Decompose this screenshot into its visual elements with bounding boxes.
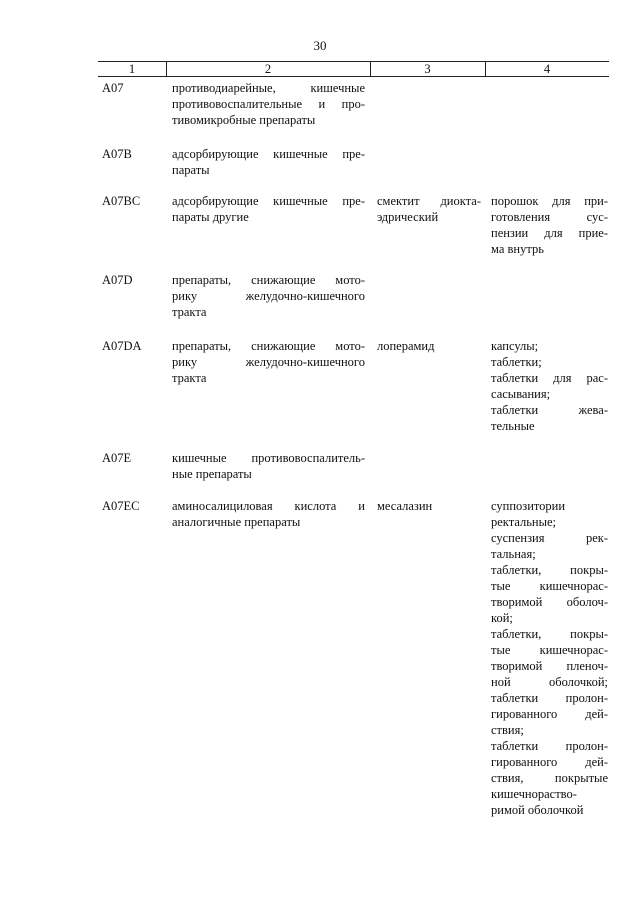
dosage-form-line: римой оболочкой bbox=[491, 803, 584, 817]
anatomical-group-name-line: ные препараты bbox=[172, 467, 252, 481]
anatomical-group-name bbox=[172, 193, 365, 225]
dosage-form-line: сасывания; bbox=[491, 387, 551, 401]
dosage-form-line: таблетки пролон- bbox=[491, 739, 608, 753]
anatomical-group-name-line: рику желудочно-кишечного bbox=[172, 355, 365, 369]
dosage-form-line: таблетки, покры- bbox=[491, 627, 608, 641]
dosage-form-line: порошок для при- bbox=[491, 194, 608, 208]
atc-code: A07BC bbox=[102, 194, 141, 208]
anatomical-group-name bbox=[172, 146, 365, 178]
anatomical-group-name-line: аминосалициловая кислота и bbox=[172, 499, 365, 513]
atc-code: A07 bbox=[102, 81, 124, 95]
anatomical-group-name-line: противовоспалительные и про- bbox=[172, 97, 365, 111]
drug-name-line: месалазин bbox=[377, 499, 433, 513]
dosage-form-line: ствия, покрытые bbox=[491, 771, 608, 785]
dosage-form-line: суспензия рек- bbox=[491, 531, 608, 545]
page-number: 30 bbox=[313, 38, 327, 53]
drug-name-line: смектит диокта- bbox=[377, 194, 481, 208]
anatomical-group-name-line: кишечные противовоспалитель- bbox=[172, 451, 365, 465]
dosage-form-line: кишечнораство- bbox=[491, 787, 577, 801]
dosage-form-line: пензии для прие- bbox=[491, 226, 608, 240]
anatomical-group-name bbox=[172, 272, 365, 320]
dosage-form bbox=[491, 193, 608, 257]
column-header-1: 1 bbox=[128, 62, 136, 76]
anatomical-group-name bbox=[172, 338, 365, 386]
dosage-form-line: гированного дей- bbox=[491, 707, 608, 721]
dosage-form-line: тальная; bbox=[491, 547, 536, 561]
anatomical-group-name bbox=[172, 498, 365, 530]
dosage-form bbox=[491, 338, 608, 434]
anatomical-group-name bbox=[172, 80, 365, 128]
anatomical-group-name-line: адсорбирующие кишечные пре- bbox=[172, 147, 365, 161]
anatomical-group-name-line: адсорбирующие кишечные пре- bbox=[172, 194, 365, 208]
atc-code: A07E bbox=[102, 451, 132, 465]
dosage-form-line: кой; bbox=[491, 611, 513, 625]
dosage-form-line: ректальные; bbox=[491, 515, 557, 529]
dosage-form-line: гированного дей- bbox=[491, 755, 608, 769]
drug-name bbox=[377, 193, 481, 225]
column-header-2: 2 bbox=[264, 62, 272, 76]
dosage-form-line: таблетки жева- bbox=[491, 403, 608, 417]
anatomical-group-name-line: аналогичные препараты bbox=[172, 515, 301, 529]
anatomical-group-name-line: противодиарейные, кишечные bbox=[172, 81, 365, 95]
column-header-4: 4 bbox=[543, 62, 551, 76]
dosage-form-line: таблетки для рас- bbox=[491, 371, 608, 385]
column-header-3: 3 bbox=[424, 62, 431, 76]
dosage-form-line: капсулы; bbox=[491, 339, 539, 353]
anatomical-group-name-line: препараты, снижающие мото- bbox=[172, 339, 365, 353]
dosage-form-line: тельные bbox=[491, 419, 535, 433]
anatomical-group-name-line: параты bbox=[172, 163, 210, 177]
dosage-form-line: творимой оболоч- bbox=[491, 595, 608, 609]
dosage-form-line: готовления сус- bbox=[491, 210, 608, 224]
table-header-bottom-rule bbox=[98, 76, 609, 77]
dosage-form-line: таблетки пролон- bbox=[491, 691, 608, 705]
anatomical-group-name-line: параты другие bbox=[172, 210, 249, 224]
dosage-form-line: тые кишечнорас- bbox=[491, 643, 608, 657]
anatomical-group-name-line: тракта bbox=[172, 305, 207, 319]
dosage-form-line: ма внутрь bbox=[491, 242, 544, 256]
dosage-form-line: таблетки, покры- bbox=[491, 563, 608, 577]
anatomical-group-name-line: тракта bbox=[172, 371, 207, 385]
anatomical-group-name bbox=[172, 450, 365, 482]
anatomical-group-name-line: рику желудочно-кишечного bbox=[172, 289, 365, 303]
drug-name-line: эдрический bbox=[377, 210, 439, 224]
dosage-form-line: суппозитории bbox=[491, 499, 566, 513]
dosage-form-line: таблетки; bbox=[491, 355, 542, 369]
drug-name bbox=[377, 498, 481, 514]
dosage-form-line: творимой пленоч- bbox=[491, 659, 608, 673]
atc-code: A07B bbox=[102, 147, 132, 161]
drug-name bbox=[377, 338, 481, 354]
dosage-form-line: тые кишечнорас- bbox=[491, 579, 608, 593]
dosage-form-line: ной оболочкой; bbox=[491, 675, 608, 689]
atc-code: A07D bbox=[102, 273, 133, 287]
drug-name-line: лоперамид bbox=[377, 339, 435, 353]
dosage-form-line: ствия; bbox=[491, 723, 524, 737]
dosage-form bbox=[491, 498, 608, 818]
atc-code: A07DA bbox=[102, 339, 142, 353]
anatomical-group-name-line: тивомикробные препараты bbox=[172, 113, 316, 127]
anatomical-group-name-line: препараты, снижающие мото- bbox=[172, 273, 365, 287]
atc-code: A07EC bbox=[102, 499, 140, 513]
